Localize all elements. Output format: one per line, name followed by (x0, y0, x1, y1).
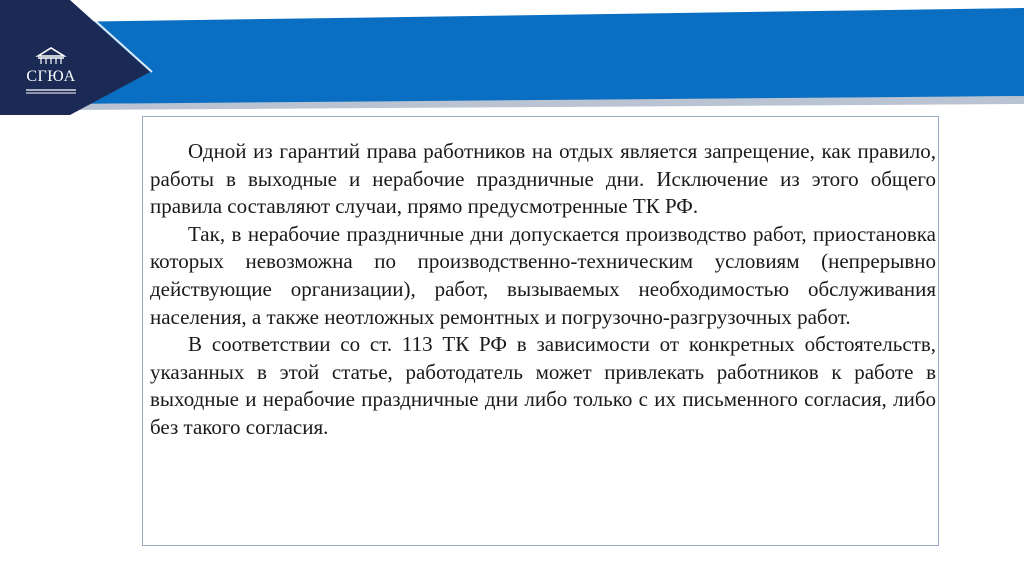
content-text (150, 138, 936, 442)
paragraph-3: В соответствии со ст. 113 ТК РФ в зависимости от конкретных обстоятельств, указанных в этой статье, работодатель может привлекать работников к работе в выходные и нерабочие праздничные дни либо только с их письменного согласия, либо без такого согласия. (150, 332, 936, 439)
paragraph-1: Одной из гарантий права работников на отдых является запрещение, как правило, работы в выходные и нерабочие праздничные дни. Исключение из этого общего правила составляют случаи, прямо предусмотренные ТК РФ. (150, 139, 936, 219)
logo (18, 40, 84, 98)
paragraph-2: Так, в нерабочие праздничные дни допускается производство работ, приостановка которых невозможна по производственно-техническим условиям (непрерывно действующие организации), работ, вызываемых необходимостью обслуживания населения, а также неотложных ремонтных и погрузочно-разгрузочных работ. (150, 221, 936, 329)
header-blue-band (60, 8, 1024, 104)
header-banner (0, 0, 1024, 120)
logo-text: СГЮА (26, 68, 76, 85)
